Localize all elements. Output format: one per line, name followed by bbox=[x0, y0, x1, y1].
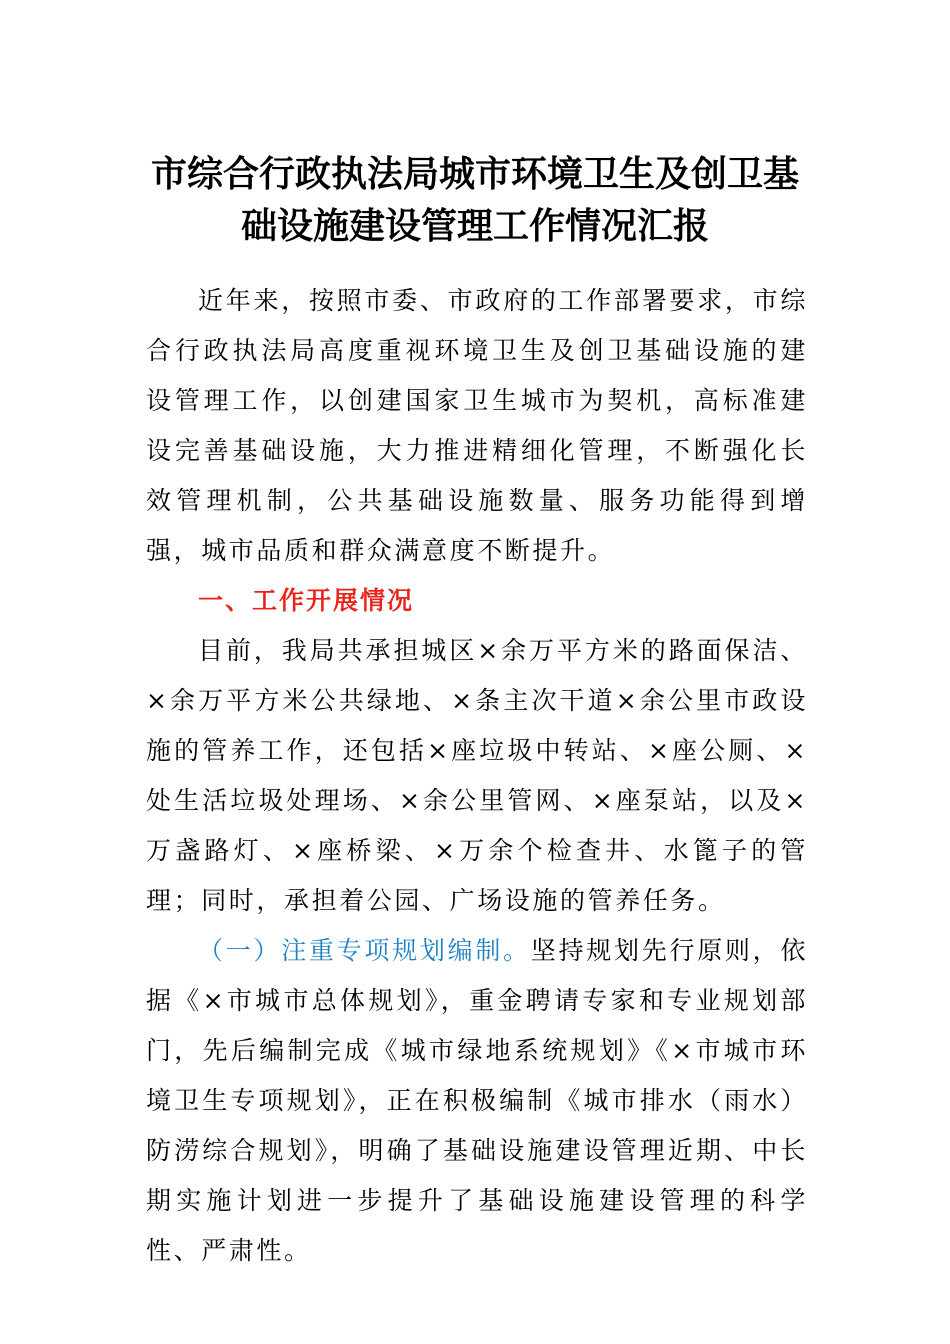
subsection-1-heading: （一）注重专项规划编制。 bbox=[198, 936, 531, 965]
title-line-1: 市综合行政执法局城市环境卫生及创卫基 bbox=[150, 153, 799, 195]
section-1-heading: 一、工作开展情况 bbox=[198, 586, 415, 615]
document-title bbox=[140, 148, 810, 252]
subsection-1-text: 坚持规划先行原则，依据《×市城市总体规划》，重金聘请专家和专业规划部门，先后编制完成《城市绿地系统规划》《×市城市环境卫生专项规划》，正在积极编制《城市排水（雨水）防涝综合规划》，明确了基础设施建设管理近期、中长期实施计划进一步提升了基础设施建设管理的科学性、严肃性。 bbox=[146, 936, 808, 1265]
section-1-paragraph: 目前，我局共承担城区×余万平方米的路面保洁、×余万平方米公共绿地、×条主次干道×余公里市政设施的管养工作，还包括×座垃圾中转站、×座公厕、×处生活垃圾处理场、×余公里管网、×座泵站，以及×万盏路灯、×座桥梁、×万余个检查井、水篦子的管理；同时，承担着公园、广场设施的管养任务。 bbox=[146, 636, 808, 915]
document-body bbox=[146, 276, 808, 1276]
title-line-2: 础设施建设管理工作情况汇报 bbox=[240, 205, 709, 247]
intro-paragraph: 近年来，按照市委、市政府的工作部署要求，市综合行政执法局高度重视环境卫生及创卫基础设施的建设管理工作，以创建国家卫生城市为契机，高标准建设完善基础设施，大力推进精细化管理，不断强化长效管理机制，公共基础设施数量、服务功能得到增强，城市品质和群众满意度不断提升。 bbox=[146, 286, 808, 565]
subsection-1-paragraph bbox=[146, 926, 808, 1276]
